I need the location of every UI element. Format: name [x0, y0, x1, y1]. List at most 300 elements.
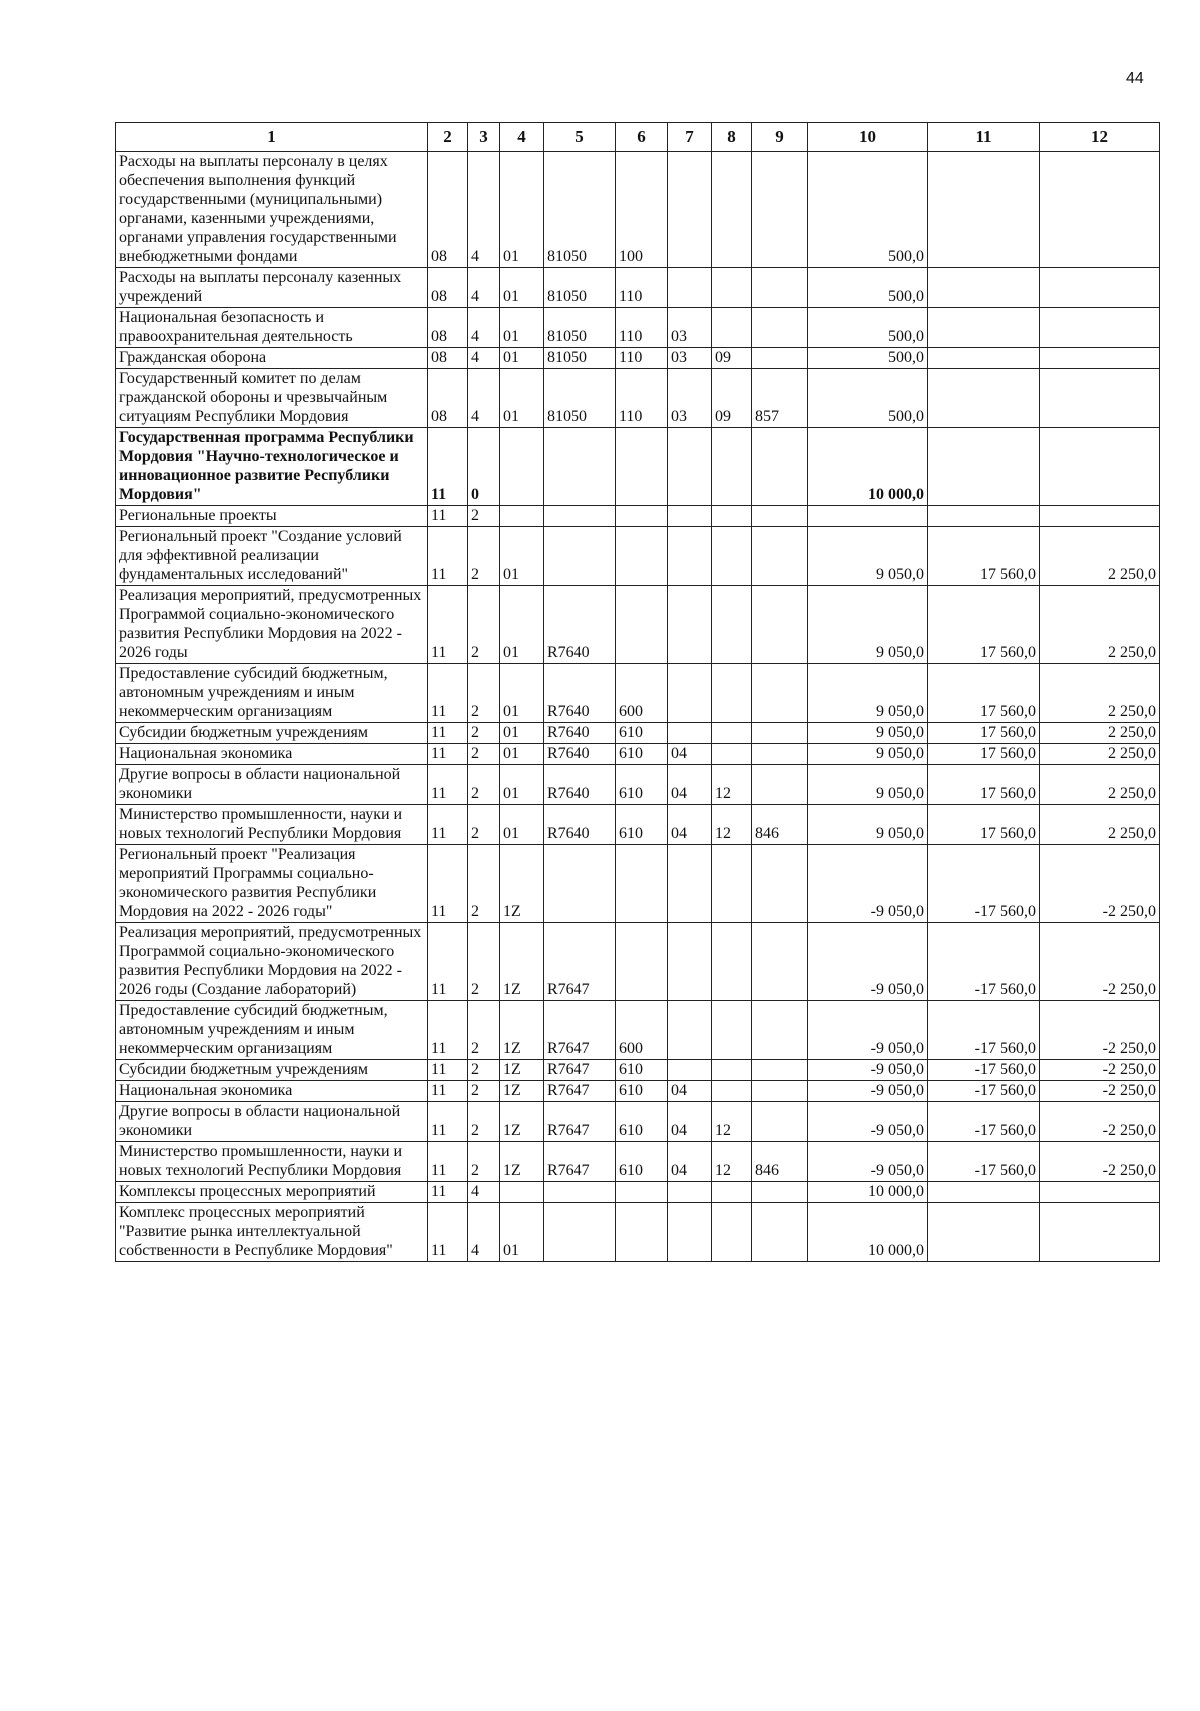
table-cell: 610 — [616, 723, 668, 744]
table-cell: 1Z — [500, 845, 544, 923]
table-cell: -17 560,0 — [928, 1102, 1040, 1142]
table-cell: 500,0 — [808, 369, 928, 428]
table-cell — [668, 527, 712, 586]
table-cell: 610 — [616, 1081, 668, 1102]
table-cell — [668, 723, 712, 744]
table-cell: 09 — [712, 369, 752, 428]
table-cell: 04 — [668, 1142, 712, 1182]
table-cell — [752, 506, 808, 527]
table-cell: 17 560,0 — [928, 744, 1040, 765]
row-description: Реализация мероприятий, предусмотренных Программой социально-экономического развития Республики Мордовия на 2022 - 2026 годы — [116, 586, 428, 664]
table-cell — [1040, 369, 1160, 428]
table-cell: 11 — [428, 1060, 468, 1081]
table-cell: 2 250,0 — [1040, 527, 1160, 586]
table-cell — [616, 428, 668, 506]
table-cell — [616, 1182, 668, 1203]
table-cell: 500,0 — [808, 348, 928, 369]
table-cell — [616, 923, 668, 1001]
table-cell — [668, 1182, 712, 1203]
table-row — [116, 586, 1160, 664]
table-cell: 81050 — [544, 348, 616, 369]
table-cell: 04 — [668, 1081, 712, 1102]
table-row — [116, 1182, 1160, 1203]
table-cell: R7640 — [544, 723, 616, 744]
table-cell: 10 000,0 — [808, 1203, 928, 1262]
table-row — [116, 1102, 1160, 1142]
table-cell: R7647 — [544, 1102, 616, 1142]
table-cell: 2 250,0 — [1040, 765, 1160, 805]
table-cell — [544, 845, 616, 923]
column-header: 4 — [500, 123, 544, 152]
table-cell — [712, 506, 752, 527]
table-cell: 2 250,0 — [1040, 586, 1160, 664]
table-cell: 4 — [468, 152, 500, 268]
table-cell — [752, 1102, 808, 1142]
table-cell: 08 — [428, 268, 468, 308]
table-cell — [928, 369, 1040, 428]
table-cell — [668, 923, 712, 1001]
table-cell: 610 — [616, 805, 668, 845]
table-cell — [616, 1203, 668, 1262]
table-cell: 610 — [616, 1102, 668, 1142]
table-cell: 11 — [428, 1102, 468, 1142]
header-row — [116, 123, 1160, 152]
table-cell: 01 — [500, 723, 544, 744]
table-cell: 110 — [616, 308, 668, 348]
table-cell — [668, 428, 712, 506]
table-cell: R7640 — [544, 664, 616, 723]
table-cell: 04 — [668, 1102, 712, 1142]
table-cell: 4 — [468, 308, 500, 348]
table-cell: 11 — [428, 765, 468, 805]
table-cell: 610 — [616, 1060, 668, 1081]
table-cell: 04 — [668, 744, 712, 765]
row-description: Национальная экономика — [116, 744, 428, 765]
table-cell — [712, 723, 752, 744]
table-cell: 17 560,0 — [928, 805, 1040, 845]
table-row — [116, 723, 1160, 744]
table-cell — [928, 268, 1040, 308]
table-cell — [928, 348, 1040, 369]
row-description: Региональный проект "Создание условий для эффективной реализации фундаментальных исследований" — [116, 527, 428, 586]
table-cell — [1040, 506, 1160, 527]
table-cell: 2 — [468, 1081, 500, 1102]
table-cell: 2 — [468, 805, 500, 845]
row-description: Министерство промышленности, науки и новых технологий Республики Мордовия — [116, 805, 428, 845]
table-cell — [712, 268, 752, 308]
table-cell: 17 560,0 — [928, 765, 1040, 805]
table-cell — [752, 268, 808, 308]
table-cell: 4 — [468, 348, 500, 369]
table-cell: 03 — [668, 348, 712, 369]
table-cell: 81050 — [544, 369, 616, 428]
table-cell: 08 — [428, 369, 468, 428]
table-cell: 2 — [468, 506, 500, 527]
table-cell: 01 — [500, 308, 544, 348]
table-cell — [1040, 152, 1160, 268]
table-cell: 846 — [752, 1142, 808, 1182]
column-header: 12 — [1040, 123, 1160, 152]
table-cell: 500,0 — [808, 268, 928, 308]
table-cell: 01 — [500, 744, 544, 765]
table-row — [116, 845, 1160, 923]
table-cell: 2 — [468, 1142, 500, 1182]
row-description: Другие вопросы в области национальной экономики — [116, 1102, 428, 1142]
row-description: Комплекс процессных мероприятий "Развитие рынка интеллектуальной собственности в Республике Мордовия" — [116, 1203, 428, 1262]
table-cell — [752, 923, 808, 1001]
table-cell: -9 050,0 — [808, 1060, 928, 1081]
column-header: 9 — [752, 123, 808, 152]
table-cell: 04 — [668, 765, 712, 805]
table-cell: -2 250,0 — [1040, 1081, 1160, 1102]
table-cell: 4 — [468, 1182, 500, 1203]
table-cell — [928, 152, 1040, 268]
table-cell: 4 — [468, 268, 500, 308]
table-cell: 500,0 — [808, 152, 928, 268]
column-header: 8 — [712, 123, 752, 152]
table-cell: 10 000,0 — [808, 428, 928, 506]
table-cell: 01 — [500, 152, 544, 268]
table-cell — [668, 1060, 712, 1081]
table-cell: 11 — [428, 744, 468, 765]
table-cell — [668, 1001, 712, 1060]
table-cell: 81050 — [544, 308, 616, 348]
table-row — [116, 152, 1160, 268]
table-cell: 857 — [752, 369, 808, 428]
table-cell: 08 — [428, 348, 468, 369]
table-cell — [752, 765, 808, 805]
table-cell — [616, 527, 668, 586]
table-cell — [712, 1203, 752, 1262]
table-cell: 110 — [616, 348, 668, 369]
row-description: Субсидии бюджетным учреждениям — [116, 1060, 428, 1081]
table-cell — [752, 308, 808, 348]
table-cell: 11 — [428, 664, 468, 723]
table-cell: -17 560,0 — [928, 923, 1040, 1001]
table-cell: 610 — [616, 1142, 668, 1182]
table-cell: R7640 — [544, 744, 616, 765]
table-cell — [668, 1203, 712, 1262]
table-cell — [668, 586, 712, 664]
table-cell: 2 — [468, 765, 500, 805]
table-cell — [1040, 1203, 1160, 1262]
table-cell — [1040, 428, 1160, 506]
table-cell: 2 — [468, 1001, 500, 1060]
row-description: Расходы на выплаты персоналу казенных учреждений — [116, 268, 428, 308]
table-cell — [752, 1060, 808, 1081]
table-cell: 1Z — [500, 1081, 544, 1102]
table-cell: 2 250,0 — [1040, 664, 1160, 723]
table-cell: 11 — [428, 1001, 468, 1060]
table-cell: -9 050,0 — [808, 923, 928, 1001]
table-cell: 500,0 — [808, 308, 928, 348]
table-row — [116, 268, 1160, 308]
table-cell: -9 050,0 — [808, 1102, 928, 1142]
table-cell: 01 — [500, 527, 544, 586]
table-cell — [928, 428, 1040, 506]
table-cell — [712, 1081, 752, 1102]
table-cell — [712, 1001, 752, 1060]
table-row — [116, 1001, 1160, 1060]
row-description: Комплексы процессных мероприятий — [116, 1182, 428, 1203]
table-cell — [752, 723, 808, 744]
table-cell — [752, 744, 808, 765]
table-cell — [544, 1182, 616, 1203]
table-cell: 11 — [428, 586, 468, 664]
table-cell: 11 — [428, 845, 468, 923]
table-cell — [668, 268, 712, 308]
table-cell — [668, 664, 712, 723]
row-description: Гражданская оборона — [116, 348, 428, 369]
table-cell: 2 — [468, 527, 500, 586]
table-cell: 11 — [428, 723, 468, 744]
table-cell — [544, 527, 616, 586]
table-cell: 11 — [428, 1182, 468, 1203]
table-cell: -2 250,0 — [1040, 1060, 1160, 1081]
table-cell: 11 — [428, 506, 468, 527]
row-description: Национальная безопасность и правоохранительная деятельность — [116, 308, 428, 348]
table-cell: 4 — [468, 1203, 500, 1262]
table-cell: 2 250,0 — [1040, 805, 1160, 845]
table-cell: 600 — [616, 1001, 668, 1060]
column-header: 10 — [808, 123, 928, 152]
row-description: Министерство промышленности, науки и новых технологий Республики Мордовия — [116, 1142, 428, 1182]
table-cell — [712, 527, 752, 586]
table-cell: 2 — [468, 1102, 500, 1142]
table-cell — [928, 1203, 1040, 1262]
table-cell: 110 — [616, 369, 668, 428]
table-cell: 2 — [468, 845, 500, 923]
table-cell: R7640 — [544, 765, 616, 805]
table-cell: 2 250,0 — [1040, 723, 1160, 744]
table-cell: 9 050,0 — [808, 664, 928, 723]
table-cell — [668, 506, 712, 527]
column-header: 7 — [668, 123, 712, 152]
page-number: 44 — [1126, 70, 1144, 87]
table-cell: -17 560,0 — [928, 1081, 1040, 1102]
table-cell: R7640 — [544, 586, 616, 664]
table-cell: 2 — [468, 923, 500, 1001]
table-cell: -2 250,0 — [1040, 1142, 1160, 1182]
table-cell: 12 — [712, 805, 752, 845]
table-cell: 17 560,0 — [928, 586, 1040, 664]
table-cell: 610 — [616, 744, 668, 765]
table-cell: 11 — [428, 1142, 468, 1182]
table-cell — [712, 428, 752, 506]
table-row — [116, 923, 1160, 1001]
table-cell: 4 — [468, 369, 500, 428]
column-header: 11 — [928, 123, 1040, 152]
table-cell: 110 — [616, 268, 668, 308]
table-cell: -2 250,0 — [1040, 1001, 1160, 1060]
table-cell — [752, 1182, 808, 1203]
table-cell: -9 050,0 — [808, 1081, 928, 1102]
table-cell: 12 — [712, 765, 752, 805]
table-cell: 1Z — [500, 923, 544, 1001]
table-cell: 11 — [428, 428, 468, 506]
table-cell — [500, 428, 544, 506]
table-row — [116, 765, 1160, 805]
table-cell — [928, 506, 1040, 527]
table-cell — [544, 506, 616, 527]
row-description: Государственная программа Республики Мордовия "Научно-технологическое и инновационное развитие Республики Мордовия" — [116, 428, 428, 506]
table-cell: 11 — [428, 1081, 468, 1102]
table-cell: 9 050,0 — [808, 586, 928, 664]
table-cell — [712, 308, 752, 348]
table-cell: 12 — [712, 1102, 752, 1142]
table-cell — [752, 348, 808, 369]
table-cell: 1Z — [500, 1001, 544, 1060]
table-cell: 846 — [752, 805, 808, 845]
table-cell — [1040, 268, 1160, 308]
table-cell: 08 — [428, 152, 468, 268]
table-cell: 11 — [428, 527, 468, 586]
table-row — [116, 744, 1160, 765]
table-cell — [616, 586, 668, 664]
table-cell — [752, 586, 808, 664]
table-body — [116, 152, 1160, 1262]
table-cell: 17 560,0 — [928, 527, 1040, 586]
table-cell: -2 250,0 — [1040, 845, 1160, 923]
table-cell — [808, 506, 928, 527]
table-cell — [928, 1182, 1040, 1203]
table-cell — [752, 664, 808, 723]
table-cell: 81050 — [544, 268, 616, 308]
table-cell: -2 250,0 — [1040, 923, 1160, 1001]
row-description: Региональный проект "Реализация мероприятий Программы социально-экономического развития Республики Мордовия на 2022 - 2026 годы" — [116, 845, 428, 923]
table-cell: 2 250,0 — [1040, 744, 1160, 765]
table-cell — [928, 308, 1040, 348]
table-cell: 17 560,0 — [928, 723, 1040, 744]
table-cell: R7647 — [544, 1081, 616, 1102]
table-cell: -9 050,0 — [808, 1001, 928, 1060]
table-row — [116, 1081, 1160, 1102]
table-cell: 01 — [500, 369, 544, 428]
table-cell: R7647 — [544, 1060, 616, 1081]
table-row — [116, 428, 1160, 506]
table-cell: 81050 — [544, 152, 616, 268]
table-row — [116, 805, 1160, 845]
table-row — [116, 369, 1160, 428]
table-cell — [712, 744, 752, 765]
table-cell — [1040, 348, 1160, 369]
table-cell: 1Z — [500, 1060, 544, 1081]
table-row — [116, 527, 1160, 586]
table-row — [116, 308, 1160, 348]
table-cell: R7640 — [544, 805, 616, 845]
table-cell: 1Z — [500, 1142, 544, 1182]
table-cell: 17 560,0 — [928, 664, 1040, 723]
table-cell — [752, 845, 808, 923]
budget-table — [115, 122, 1160, 1262]
table-cell — [752, 152, 808, 268]
table-cell — [500, 506, 544, 527]
table-row — [116, 1142, 1160, 1182]
row-description: Реализация мероприятий, предусмотренных Программой социально-экономического развития Республики Мордовия на 2022 - 2026 годы (Создание лабораторий) — [116, 923, 428, 1001]
column-header: 3 — [468, 123, 500, 152]
row-description: Региональные проекты — [116, 506, 428, 527]
table-row — [116, 506, 1160, 527]
row-description: Предоставление субсидий бюджетным, автономным учреждениям и иным некоммерческим организациям — [116, 1001, 428, 1060]
table-cell — [616, 506, 668, 527]
table-cell: 03 — [668, 369, 712, 428]
table-cell — [752, 1081, 808, 1102]
table-cell: -17 560,0 — [928, 1001, 1040, 1060]
table-cell — [1040, 1182, 1160, 1203]
table-cell: -17 560,0 — [928, 845, 1040, 923]
table-cell — [616, 845, 668, 923]
table-cell — [712, 1060, 752, 1081]
table-row — [116, 1203, 1160, 1262]
table-row — [116, 1060, 1160, 1081]
table-cell: 2 — [468, 744, 500, 765]
row-description: Государственный комитет по делам гражданской обороны и чрезвычайным ситуациям Республики Мордовия — [116, 369, 428, 428]
table-cell: -9 050,0 — [808, 1142, 928, 1182]
row-description: Другие вопросы в области национальной экономики — [116, 765, 428, 805]
table-cell — [712, 845, 752, 923]
table-cell — [712, 1182, 752, 1203]
table-cell — [1040, 308, 1160, 348]
row-description: Расходы на выплаты персоналу в целях обеспечения выполнения функций государственными (муниципальными) органами, казенными учреждениями, органами управления государственными внебюджетными фондами — [116, 152, 428, 268]
table-cell — [668, 845, 712, 923]
table-cell: 9 050,0 — [808, 765, 928, 805]
table-cell — [712, 152, 752, 268]
table-cell: 1Z — [500, 1102, 544, 1142]
table-cell: 100 — [616, 152, 668, 268]
table-cell: 2 — [468, 586, 500, 664]
table-cell: 610 — [616, 765, 668, 805]
table-cell: 04 — [668, 805, 712, 845]
table-cell: 11 — [428, 805, 468, 845]
table-cell: 9 050,0 — [808, 744, 928, 765]
table-cell: 2 — [468, 1060, 500, 1081]
column-header: 5 — [544, 123, 616, 152]
row-description: Предоставление субсидий бюджетным, автономным учреждениям и иным некоммерческим организациям — [116, 664, 428, 723]
table-cell: 11 — [428, 1203, 468, 1262]
table-cell: 600 — [616, 664, 668, 723]
table-cell: -2 250,0 — [1040, 1102, 1160, 1142]
table-cell: 03 — [668, 308, 712, 348]
table-cell: 01 — [500, 586, 544, 664]
table-cell — [544, 1203, 616, 1262]
table-cell: 01 — [500, 664, 544, 723]
table-cell: 12 — [712, 1142, 752, 1182]
table-row — [116, 348, 1160, 369]
table-cell: -17 560,0 — [928, 1060, 1040, 1081]
table-cell — [752, 527, 808, 586]
table-cell — [752, 428, 808, 506]
table-cell: 9 050,0 — [808, 527, 928, 586]
table-cell — [668, 152, 712, 268]
table-cell: R7647 — [544, 1001, 616, 1060]
table-cell: 2 — [468, 723, 500, 744]
row-description: Субсидии бюджетным учреждениям — [116, 723, 428, 744]
column-header: 6 — [616, 123, 668, 152]
table-cell — [500, 1182, 544, 1203]
column-header: 2 — [428, 123, 468, 152]
column-header: 1 — [116, 123, 428, 152]
table-row — [116, 664, 1160, 723]
table-cell: 01 — [500, 348, 544, 369]
table-cell: 08 — [428, 308, 468, 348]
table-cell — [544, 428, 616, 506]
table-cell: 01 — [500, 268, 544, 308]
table-cell: -17 560,0 — [928, 1142, 1040, 1182]
table-cell: 01 — [500, 805, 544, 845]
table-cell: 09 — [712, 348, 752, 369]
table-cell: R7647 — [544, 1142, 616, 1182]
table-cell: 2 — [468, 664, 500, 723]
